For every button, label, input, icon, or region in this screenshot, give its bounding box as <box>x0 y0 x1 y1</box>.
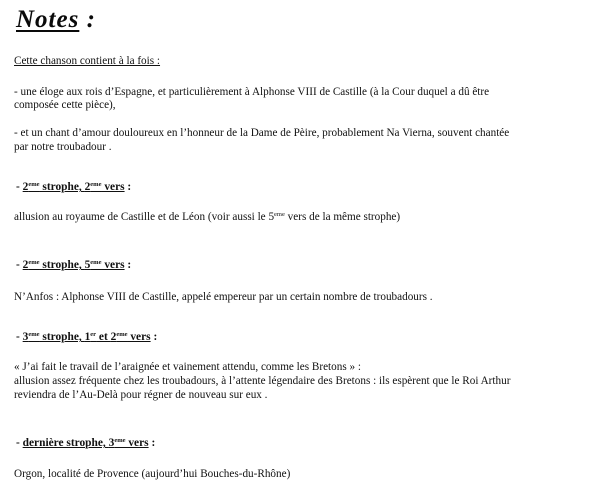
item2-line2: par notre troubadour . <box>14 141 112 153</box>
section4-heading-underlined <box>23 437 149 449</box>
section1-text <box>14 211 400 224</box>
section1-text-a: allusion au royaume de Castille et de Léon (voir aussi le 5 <box>14 211 275 223</box>
section4-vers-word: vers <box>125 437 149 449</box>
section1-strophe-word: strophe, <box>39 181 85 193</box>
section2-colon: : <box>124 259 132 271</box>
title-word: Notes <box>16 6 80 33</box>
section3-line3: reviendra de l’Au-Delà pour régner de nouveau sur eux . <box>14 389 268 401</box>
section3-heading-underlined <box>23 331 151 343</box>
section2-vers-num: 5 <box>84 259 91 271</box>
section1-heading-underlined <box>23 181 125 193</box>
section1-text-sup: eme <box>274 211 285 218</box>
section4-dash: - <box>16 437 23 449</box>
section1-vers-sup: eme <box>90 181 102 188</box>
section1-dash: - <box>16 181 23 193</box>
section2-heading-underlined <box>23 259 125 271</box>
section3-vers-word: vers <box>127 331 151 343</box>
section3-strophe-word: strophe, <box>39 331 85 343</box>
section2-strophe-sup: eme <box>28 259 40 266</box>
section3-strophe-num: 3 <box>22 331 29 343</box>
section3-colon: : <box>150 331 158 343</box>
section2-vers-word: vers <box>101 259 125 271</box>
section2-vers-sup: eme <box>90 259 102 266</box>
item1-line2: composée cette pièce), <box>14 99 116 111</box>
section3-and: et <box>96 331 111 343</box>
page-title <box>16 6 96 34</box>
section3-vers2-sup: eme <box>116 331 128 338</box>
section1-strophe-num: 2 <box>22 181 29 193</box>
intro-text: Cette chanson contient à la fois : <box>14 55 161 67</box>
section4-colon: : <box>148 437 156 449</box>
section4-text: Orgon, localité de Provence (aujourd’hui Bouches-du-Rhône) <box>14 468 291 480</box>
section3-dash: - <box>16 331 23 343</box>
title-suffix: : <box>79 6 96 33</box>
section4-vers-num: 3 <box>108 437 115 449</box>
section4-strophe-word: dernière strophe, <box>22 437 109 449</box>
item2-line1: - et un chant d’amour douloureux en l’honneur de la Dame de Pèire, probablement Na Vierna, souvent chantée <box>14 127 510 139</box>
section2-strophe-word: strophe, <box>39 259 85 271</box>
section3-vers1-sup: er <box>90 331 97 338</box>
section3-strophe-sup: eme <box>28 331 40 338</box>
item1-line1: - une éloge aux rois d’Espagne, et particulièrement à Alphonse VIII de Castille (à la Cour duquel a dû être <box>14 86 490 98</box>
section2-heading <box>16 259 131 272</box>
section1-text-b: vers de la même strophe) <box>284 211 401 223</box>
section3-quote: « J’ai fait le travail de l’araignée et vainement attendu, comme les Bretons » : <box>14 361 361 373</box>
intro-line <box>14 55 160 68</box>
section1-vers-num: 2 <box>84 181 91 193</box>
section3-vers2-num: 2 <box>110 331 117 343</box>
section3-vers1-num: 1 <box>84 331 91 343</box>
section1-vers-word: vers <box>101 181 125 193</box>
section4-heading <box>16 437 155 450</box>
section1-heading <box>16 181 131 194</box>
section2-text: N’Anfos : Alphonse VIII de Castille, appelé empereur par un certain nombre de troubadours . <box>14 291 433 303</box>
section3-heading <box>16 331 157 344</box>
section1-colon: : <box>124 181 132 193</box>
section2-dash: - <box>16 259 23 271</box>
section1-strophe-sup: eme <box>28 181 40 188</box>
section3-line2: allusion assez fréquente chez les troubadours, à l’attente légendaire des Bretons : ils espèrent que le Roi Arthur <box>14 375 511 387</box>
section2-strophe-num: 2 <box>22 259 29 271</box>
section4-vers-sup: eme <box>114 437 126 444</box>
